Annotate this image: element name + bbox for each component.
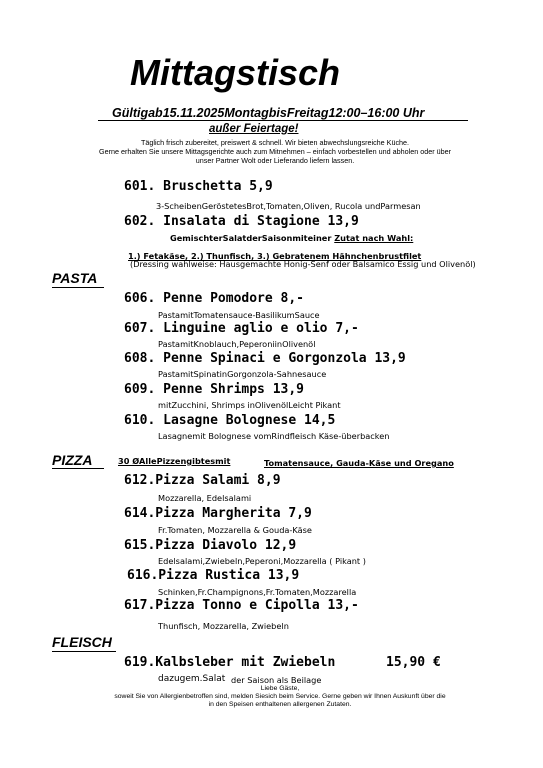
section-heading-pizza: PIZZA [52,452,93,468]
section-underline [52,287,104,288]
menu-item-617-desc: Thunfisch, Mozzarella, Zwiebeln [158,621,289,631]
menu-item-607: 607. Linguine aglio e olio 7,- [124,321,359,336]
desc-text: GemischterSalatderSaisonmiteiner [170,233,332,243]
intro-text [70,138,480,165]
section-underline [52,468,104,469]
intro-line-1: Täglich frisch zubereitet, preiswert & schnell. Wir bieten abwechslungsreiche Küche. [140,138,410,147]
menu-item-616-desc: Schinken,Fr.Champignons,Fr.Tomaten,Mozzarella [158,587,357,597]
menu-item-601-desc: 3-ScheibenGeröstetesBrot,Tomaten,Oliven, Rucola undParmesan [156,201,421,211]
menu-item-619-desc: dazugem.Salat [158,674,226,684]
menu-item-614-desc: Fr.Tomaten, Mozzarella & Gouda-Käse [158,525,312,535]
menu-item-606: 606. Penne Pomodore 8,- [124,291,305,306]
menu-item-602-choices: 1.) Fetakäse, 2.) Thunfisch, 3.) Gebratenem Hähnchenbrustfilet [128,251,422,261]
divider [98,120,468,121]
menu-item-610: 610. Lasagne Bolognese 14,5 [124,413,336,428]
menu-item-610-desc: Lasagnemit Bolognese vomRindfleisch Käse-überbacken [158,431,390,441]
menu-item-602-dressing: (Dressing wahlweise: Hausgemachte Honig-Senf oder Balsamico Essig und Olivenöl) [130,259,476,269]
menu-item-617: 617.Pizza Tonno e Cipolla 13,- [124,598,359,613]
menu-item-612: 612.Pizza Salami 8,9 [124,473,281,488]
allergen-notice [70,685,490,710]
section-heading-fleisch: FLEISCH [52,634,112,650]
section-heading-pasta: PASTA [52,270,98,286]
intro-line-3: unser Partner Wolt oder Lieferando liefern lassen. [195,156,355,165]
menu-item-607-desc: PastamitKnoblauch,PeperoniinOlivenöl [158,339,316,349]
holiday-exception: außer Feiertage! [209,123,299,135]
menu-item-602-desc [170,233,413,243]
menu-item-608: 608. Penne Spinaci e Gorgonzola 13,9 [124,351,406,366]
menu-item-602: 602. Insalata di Stagione 13,9 [124,214,359,229]
section-underline [52,651,116,652]
validity-text: Gültigab15.11.2025MontagbisFreitag12:00–16:00 Uhr [112,106,425,120]
menu-item-619: 619.Kalbsleber mit Zwiebeln [124,655,336,670]
pizza-note-text: 30 ØAllePizzengibtesmit [118,456,231,466]
menu-item-606-desc: PastamitTomatensauce-BasilikumSauce [158,310,320,320]
menu-item-619-side: der Saison als Beilage [231,675,322,685]
menu-item-616: 616.Pizza Rustica 13,9 [127,568,300,583]
page-title: Mittagstisch [130,52,341,93]
footer-line-1: Liebe Gäste, [260,685,300,692]
menu-item-609: 609. Penne Shrimps 13,9 [124,382,305,397]
menu-item-612-desc: Mozzarella, Edelsalami [158,493,252,503]
menu-item-615: 615.Pizza Diavolo 12,9 [124,538,297,553]
menu-item-601: 601. Bruschetta 5,9 [124,179,273,194]
menu-item-608-desc: PastamitSpinatinGorgonzola-Sahnesauce [158,369,327,379]
desc-choice-label: Zutat nach Wahl: [334,233,414,243]
menu-item-614: 614.Pizza Margherita 7,9 [124,506,312,521]
menu-item-619-price: 15,90 € [386,655,441,670]
intro-line-2: Gerne erhalten Sie unsere Mittagsgerichte auch zum Mitnehmen – einfach vorbestellen und abholen oder über [98,147,451,156]
menu-item-615-desc: Edelsalami,Zwiebeln,Peperoni,Mozzarella ( Pikant ) [158,556,366,566]
footer-line-2: soweit Sie von Allergienbetroffen sind, melden Siesich beim Service. Gerne geben wir Ihnen Auskunft über die [114,693,446,701]
menu-item-609-desc: mitZucchini, Shrimps inOlivenölLeicht Pikant [158,400,341,410]
footer-line-3: in den Speisen enthaltenen allergenen Zutaten. [208,701,352,709]
pizza-note-toppings: Tomatensauce, Gauda-Käse und Oregano [264,458,454,468]
